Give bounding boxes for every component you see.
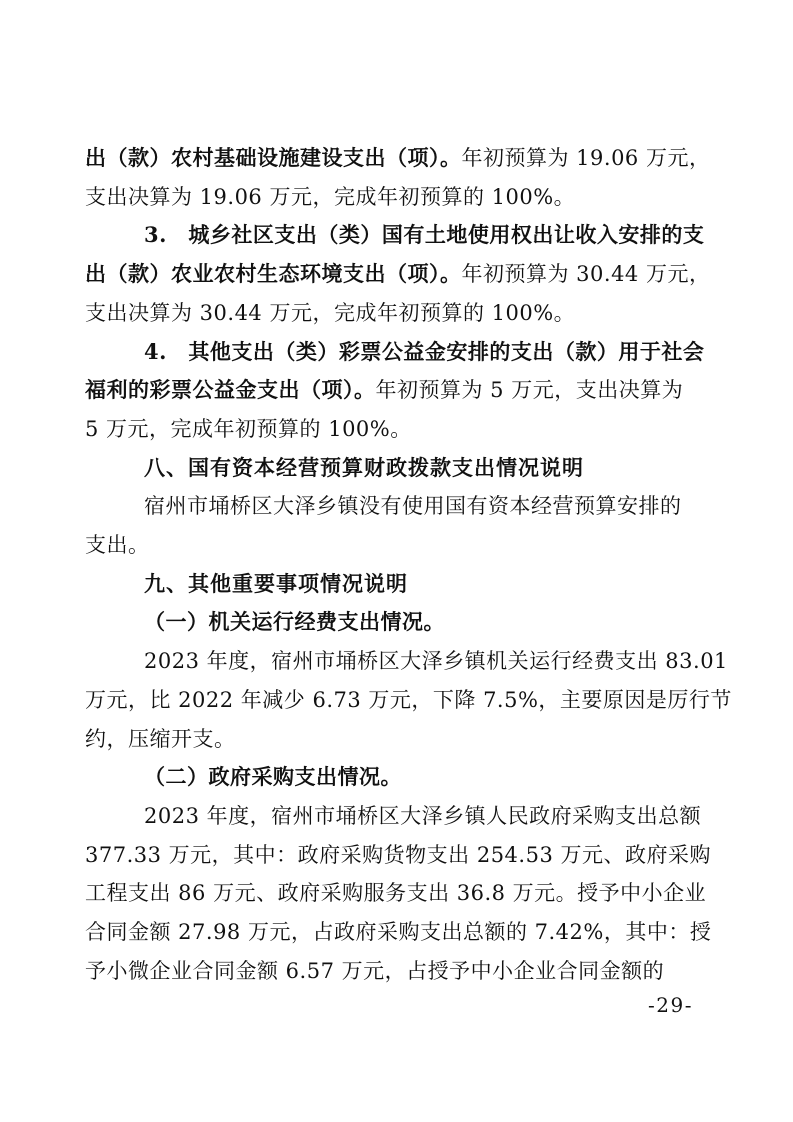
text-segment: 宿州市埇桥区大泽乡镇没有使用国有资本经营预算安排的 [144, 494, 682, 519]
text-segment: 福利的彩票公益金支出（项）。 [85, 377, 376, 403]
text-segment: 出（款）农业农村生态环境支出（项）。 [85, 261, 462, 287]
list-item-3-line [85, 216, 713, 255]
text-line [85, 178, 713, 217]
list-item-4-line [85, 333, 713, 372]
text-line [85, 526, 713, 565]
text-line [85, 487, 713, 526]
text-segment: 4. 其他支出（类）彩票公益金安排的支出（款）用于社会 [144, 338, 705, 364]
text-segment: 支出决算为 19.06 万元，完成年初预算的 100%。 [85, 184, 576, 209]
text-line [85, 797, 713, 836]
text-line [85, 294, 713, 333]
text-line [85, 720, 713, 759]
text-segment: 支出。 [85, 533, 150, 558]
section-heading-ix [85, 565, 713, 604]
text-line [85, 642, 728, 681]
text-line [85, 371, 713, 410]
text-segment: 5 万元，完成年初预算的 100%。 [85, 416, 412, 441]
subsection-heading-2 [85, 758, 713, 797]
text-line [85, 874, 713, 913]
page-number: -29- [648, 993, 693, 1017]
text-line [85, 255, 713, 294]
text-segment: 3. 城乡社区支出（类）国有土地使用权出让收入安排的支 [144, 222, 705, 248]
text-line [85, 139, 713, 178]
text-line [85, 836, 713, 875]
text-segment: 377.33 万元，其中：政府采购货物支出 254.53 万元、政府采购 [85, 842, 711, 867]
subsection-heading-1 [85, 603, 713, 642]
text-line [85, 952, 713, 991]
text-segment: 出（款）农村基础设施建设支出（项）。 [85, 145, 462, 170]
text-segment: 年初预算为 30.44 万元， [461, 262, 711, 287]
heading-text: 八、国有资本经营预算财政拨款支出情况说明 [144, 455, 584, 480]
text-segment: 工程支出 86 万元、政府采购服务支出 36.8 万元。授予中小企业 [85, 881, 707, 906]
text-segment: 约，压缩开支。 [85, 726, 236, 751]
text-segment: 年初预算为 19.06 万元， [461, 146, 711, 170]
subheading-text: （二）政府采购支出情况。 [144, 764, 402, 790]
section-heading-viii [85, 449, 713, 488]
subheading-text: （一）机关运行经费支出情况。 [144, 609, 445, 635]
text-segment: 支出决算为 30.44 万元，完成年初预算的 100%。 [85, 300, 576, 325]
heading-text: 九、其他重要事项情况说明 [144, 571, 408, 596]
text-segment: 万元，比 2022 年减少 6.73 万元，下降 7.5%，主要原因是厉行节 [85, 687, 732, 712]
text-line [85, 410, 713, 449]
text-segment: 予小微企业合同金额 6.57 万元，占授予中小企业合同金额的 [85, 958, 665, 983]
text-segment: 2023 年度，宿州市埇桥区大泽乡镇机关运行经费支出 83.01 [144, 649, 728, 674]
text-line [85, 913, 713, 952]
text-segment: 2023 年度，宿州市埇桥区大泽乡镇人民政府采购支出总额 [144, 803, 702, 828]
text-segment: 年初预算为 5 万元，支出决算为 [375, 378, 684, 403]
text-segment: 合同金额 27.98 万元，占政府采购支出总额的 7.42%，其中：授 [85, 920, 712, 945]
text-line [85, 681, 732, 720]
